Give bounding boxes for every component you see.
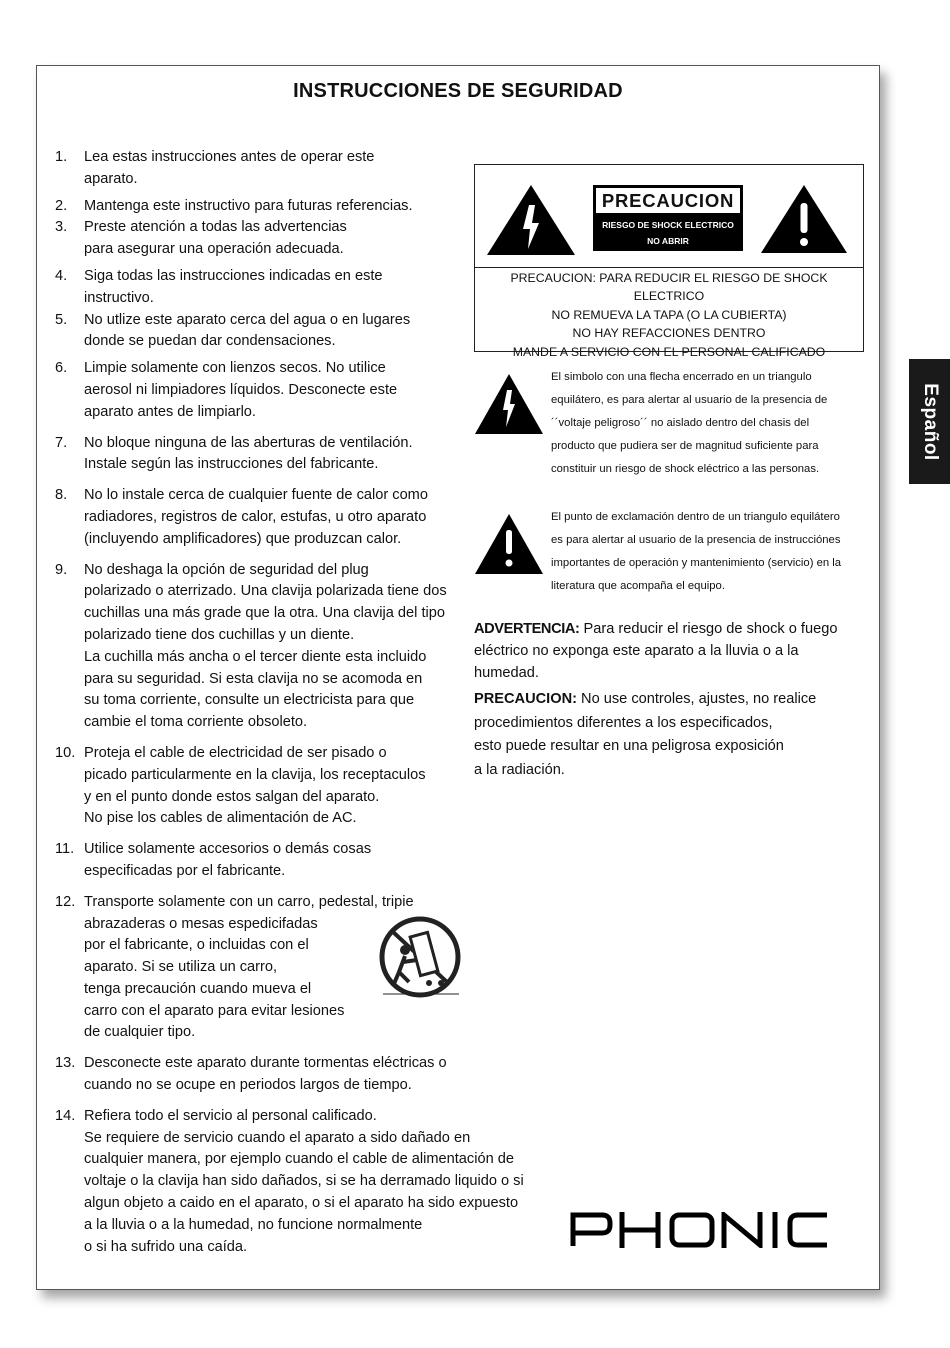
item-text: Limpie solamente con lienzos secos. No utilice aerosol ni limpiadores líquidos. Desconecte este aparato antes de limpiarlo. <box>84 360 398 420</box>
caution-line: MANDE A SERVICIO CON EL PERSONAL CALIFICADO <box>512 344 826 359</box>
list-item <box>55 485 515 550</box>
list-item <box>55 217 515 261</box>
item-number: 3. <box>55 219 68 236</box>
item-number: 9. <box>55 561 68 578</box>
shock-risk-text: RIESGO DE SHOCK ELECTRICO <box>602 220 734 230</box>
item-text: No utlize este aparato cerca del agua o en lugares donde se puedan dar condensaciones. <box>84 311 411 350</box>
list-item <box>55 433 515 477</box>
item-number: 11. <box>55 841 75 858</box>
item-text: No bloque ninguna de las aberturas de ventilación. Instale según las instrucciones del fabricante. <box>84 434 413 473</box>
advertencia-text: Para reducir el riesgo de shock o fuego eléctrico no exponga este aparato a la lluvia o a la humedad. <box>474 621 838 681</box>
list-item <box>55 1106 524 1259</box>
exclamation-symbol-description: El punto de exclamación dentro de un triangulo equilátero es para alertar al usuario de la presencia de instrucciónes importantes de operación y mantenimiento (servicio) en la literatura que acompaña el equipo. <box>551 511 842 592</box>
list-item <box>55 358 515 423</box>
item-number: 13. <box>55 1055 76 1072</box>
item-text: Transporte solamente con un carro, pedestal, tripie abrazaderas o mesas espedicifadas por el fabricante, o incluidas con el aparato. Si se utiliza un carro, tenga precaución cuando mueva el carro con el aparato para evitar lesiones de cualquier tipo. <box>84 893 414 1041</box>
do-not-open-text: NO ABRIR <box>647 236 689 246</box>
item-text: Preste atención a todas las advertencias para asegurar una operación adecuada. <box>84 219 347 258</box>
item-number: 6. <box>55 360 68 377</box>
list-item <box>55 196 515 218</box>
caution-label <box>593 185 743 251</box>
exclamation-triangle-icon <box>473 512 545 581</box>
list-item <box>55 892 515 1045</box>
list-item <box>55 147 515 191</box>
advertencia-label: ADVERTENCIA: <box>474 621 580 637</box>
item-number: 8. <box>55 487 68 504</box>
item-text: Siga todas las instrucciones indicadas en este instructivo. <box>84 267 383 306</box>
exclamation-triangle-icon <box>759 183 849 260</box>
item-text: No lo instale cerca de cualquier fuente de calor como radiadores, registros de calor, estufas, u otro aparato (incluyendo amplificadores) que produzcan calor. <box>84 487 428 547</box>
cart-warning-icon <box>377 916 463 1002</box>
caution-line: PRECAUCION: PARA REDUCIR EL RIESGO DE SHOCK ELECTRICO <box>510 271 828 304</box>
item-number: 2. <box>55 197 68 214</box>
item-text: Refiera todo el servicio al personal calificado. Se requiere de servicio cuando el aparato a sido dañado en cualquier manera, por ejemplo cuando el cable de alimentación de voltaje o la clavija han sido dañados, si se ha derramado liquido o si algun objeto a caido en el aparato, o si el aparato ha sido expuesto a la lluvia o a la humedad, no funcione normalmente o si ha sufrido una caída. <box>84 1107 524 1255</box>
caution-box-header <box>475 165 863 268</box>
lightning-triangle-icon <box>473 372 545 441</box>
list-item <box>55 743 515 830</box>
manual-page <box>36 65 880 1290</box>
item-number: 14. <box>55 1107 76 1124</box>
item-text: Desconecte este aparato durante tormentas eléctricas o cuando no se ocupe en periodos largos de tiempo. <box>84 1055 447 1094</box>
item-text: Proteja el cable de electricidad de ser pisado o picado particularmente en la clavija, los receptaculos y en el punto donde estos salgan del aparato. No pise los cables de alimentación de AC. <box>84 744 426 827</box>
precaucion-label: PRECAUCION: <box>474 691 577 707</box>
item-text: No deshaga la opción de seguridad del plug polarizado o aterrizado. Una clavija polarizada tiene dos cuchillas una más grade que la otra. Una clavija del tipo polarizado tiene dos cuchillas y un diente. La cuchilla más ancha o el tercer diente esta incluido para su seguridad. Si esta clavija no se acomoda en su toma corriente, consulte un electricista para que cambie el toma corriente obsoleto. <box>84 561 447 731</box>
precaucion-text: No use controles, ajustes, no realice procedimientos diferentes a los especificados, esto puede resultar en una peligrosa exposición a la radiación. <box>474 691 817 778</box>
language-tab <box>909 359 950 484</box>
phonic-logo <box>570 1212 830 1248</box>
item-text: Utilice solamente accesorios o demás cosas especificadas por el fabricante. <box>84 841 372 879</box>
caution-line: NO HAY REFACCIONES DENTRO <box>572 326 766 341</box>
caution-heading: PRECAUCION <box>596 188 740 213</box>
lightning-symbol-description: El simbolo con una flecha encerrado en un triangulo equilátero, es para alertar al usuario de la presencia de ´´voltaje peligroso´´ no aislado dentro del chasis del producto que pudiera ser de magnitud suficiente para constituir un riesgo de shock eléctrico a las personas. <box>551 371 828 475</box>
advertencia-notice <box>474 618 874 684</box>
list-item <box>55 310 515 354</box>
caution-instructions <box>475 269 863 361</box>
precaucion-notice <box>474 688 874 782</box>
safety-instructions-list <box>55 147 524 1258</box>
item-number: 7. <box>55 434 68 451</box>
list-item <box>55 560 515 734</box>
list-item <box>55 1053 515 1097</box>
item-number: 12. <box>55 893 76 910</box>
list-item <box>55 266 515 310</box>
list-item <box>55 839 515 883</box>
item-number: 4. <box>55 267 68 284</box>
language-label: Español <box>919 382 941 461</box>
lightning-triangle-icon <box>485 183 577 262</box>
item-number: 5. <box>55 311 68 328</box>
caution-warning-box <box>474 164 864 359</box>
item-number: 1. <box>55 149 68 165</box>
item-number: 10. <box>55 744 76 761</box>
item-text: Lea estas instrucciones antes de operar este aparato. <box>84 149 375 187</box>
caution-line: NO REMUEVA LA TAPA (O LA CUBIERTA) <box>551 307 787 322</box>
page-title: INSTRUCCIONES DE SEGURIDAD <box>293 80 623 102</box>
item-text: Mantenga este instructivo para futuras referencias. <box>84 197 413 214</box>
